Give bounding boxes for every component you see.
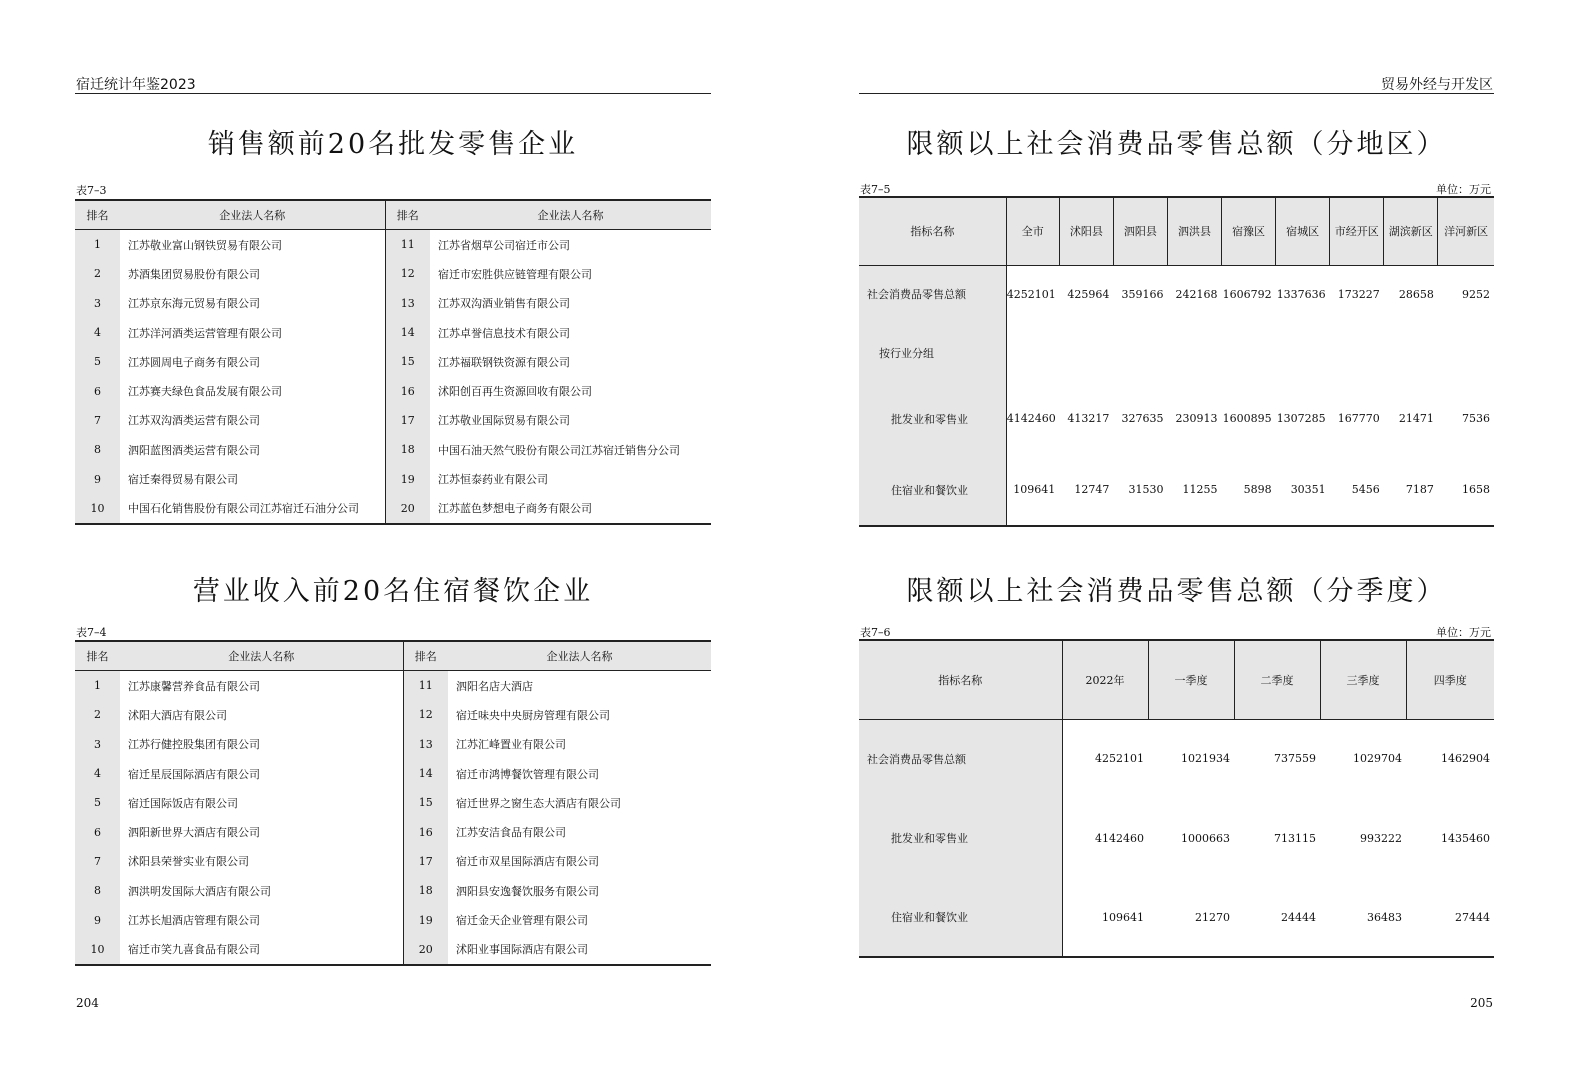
value-cell: 27444	[1455, 910, 1490, 924]
value-cell	[1059, 323, 1113, 383]
rank-cell: 2	[75, 700, 120, 729]
value-cell: 21270	[1195, 910, 1230, 924]
table-row	[75, 905, 711, 934]
company-name-cell: 宿迁市鸿博餐饮管理有限公司	[456, 767, 599, 781]
column-header-rank: 排名	[385, 200, 430, 230]
column-header-indicator: 指标名称	[859, 197, 1006, 265]
company-name-cell: 泗阳蓝图酒类运营有限公司	[120, 435, 385, 464]
value-cell: 109641	[1013, 483, 1056, 496]
value-cell: 1307285	[1276, 412, 1326, 425]
company-name-cell: 江苏蓝色梦想电子商务有限公司	[438, 502, 592, 516]
value-cell: 4142460	[1095, 831, 1144, 845]
rank-cell: 4	[75, 759, 120, 788]
company-name-cell: 泗洪明发国际大酒店有限公司	[120, 876, 403, 905]
table-row	[859, 383, 1494, 454]
rank-cell: 4	[75, 318, 120, 347]
value-cell: 11255	[1182, 483, 1218, 496]
table-row	[75, 876, 711, 905]
value-cell: 1021934	[1181, 752, 1230, 766]
rank-cell: 18	[385, 435, 430, 464]
company-name-cell: 宿迁世界之窗生态大酒店有限公司	[456, 796, 621, 810]
row-label: 社会消费品零售总额	[859, 719, 1062, 798]
rank-cell: 8	[75, 435, 120, 464]
company-name-cell: 宿迁市笑九喜食品有限公司	[120, 935, 403, 965]
rank-cell: 13	[385, 289, 430, 318]
company-name-cell: 泗阳县安逸餐饮服务有限公司	[456, 884, 599, 898]
value-cell: 1606792	[1222, 287, 1272, 301]
table-row	[75, 435, 711, 464]
rank-cell: 17	[385, 406, 430, 435]
company-name-cell: 泗阳名店大酒店	[456, 679, 533, 693]
value-cell	[1006, 323, 1059, 383]
value-cell: 31530	[1128, 483, 1164, 496]
left-running-header: 宿迁统计年鉴2023	[76, 77, 196, 93]
rank-cell: 1	[75, 230, 120, 260]
value-cell: 12747	[1074, 483, 1110, 496]
value-cell: 30351	[1290, 483, 1326, 496]
table-7-4-title: 营业收入前20名住宿餐饮企业	[192, 576, 594, 607]
table-7-6-title: 限额以上社会消费品零售总额（分季度）	[906, 576, 1447, 607]
value-cell: 242168	[1175, 287, 1218, 301]
value-cell: 4142460	[1006, 412, 1056, 425]
company-name-cell: 宿迁市双星国际酒店有限公司	[456, 855, 599, 869]
company-name-cell: 江苏双沟酒类运营有限公司	[120, 406, 385, 435]
rank-cell: 19	[385, 464, 430, 493]
rank-cell: 14	[403, 759, 448, 788]
column-header-company: 企业法人名称	[120, 200, 385, 230]
company-name-cell: 江苏洋河酒类运营管理有限公司	[120, 318, 385, 347]
rank-cell: 11	[385, 230, 430, 260]
table-row	[75, 406, 711, 435]
table-row	[75, 259, 711, 288]
table-row	[859, 454, 1494, 526]
value-cell	[1384, 323, 1438, 383]
company-name-cell: 江苏安洁食品有限公司	[456, 826, 566, 840]
right-running-header: 贸易外经与开发区	[1381, 77, 1493, 93]
value-cell	[1113, 323, 1167, 383]
company-name-cell: 江苏福联钢铁资源有限公司	[438, 355, 570, 369]
rank-cell: 5	[75, 788, 120, 817]
company-name-cell: 苏酒集团贸易股份有限公司	[120, 259, 385, 288]
column-header: 沭阳县	[1059, 197, 1113, 265]
value-cell: 5456	[1351, 483, 1380, 496]
rank-cell: 7	[75, 406, 120, 435]
table-row	[75, 730, 711, 759]
table-7-5-title: 限额以上社会消费品零售总额（分地区）	[906, 129, 1447, 160]
rank-cell: 10	[75, 494, 120, 524]
column-header-company: 企业法人名称	[120, 641, 403, 671]
company-name-cell: 宿迁味央中央厨房管理有限公司	[456, 708, 610, 722]
table-7-6	[859, 639, 1494, 958]
table-7-6-unit: 单位：万元	[1436, 626, 1491, 639]
rank-cell: 6	[75, 817, 120, 846]
column-header: 2022年	[1062, 640, 1148, 719]
company-name-cell: 江苏敬业国际贸易有限公司	[438, 414, 570, 428]
value-cell: 327635	[1121, 412, 1164, 425]
table-row	[859, 719, 1494, 798]
value-cell: 7536	[1462, 412, 1490, 425]
table-row	[859, 265, 1494, 323]
table-row	[75, 494, 711, 524]
right-page-number: 205	[1470, 996, 1493, 1010]
rank-cell: 5	[75, 347, 120, 376]
table-7-5-number: 表7–5	[860, 183, 891, 196]
rank-cell: 3	[75, 730, 120, 759]
company-name-cell: 中国石化销售股份有限公司江苏宿迁石油分公司	[120, 494, 385, 524]
column-header: 宿城区	[1276, 197, 1330, 265]
rank-cell: 2	[75, 259, 120, 288]
value-cell	[1438, 323, 1494, 383]
row-label: 社会消费品零售总额	[859, 265, 1006, 323]
rank-cell: 12	[385, 259, 430, 288]
value-cell: 737559	[1274, 752, 1316, 766]
rank-cell: 20	[385, 494, 430, 524]
value-cell: 5898	[1243, 483, 1272, 496]
company-name-cell: 江苏卓誉信息技术有限公司	[438, 326, 570, 340]
rank-cell: 6	[75, 376, 120, 405]
value-cell: 173227	[1337, 287, 1380, 301]
rank-cell: 3	[75, 289, 120, 318]
value-cell	[1276, 323, 1330, 383]
table-7-5	[859, 196, 1494, 527]
row-label: 住宿业和餐饮业	[859, 878, 1062, 957]
value-cell: 1462904	[1441, 752, 1490, 766]
value-cell: 230913	[1175, 412, 1218, 425]
company-name-cell: 宿迁国际饭店有限公司	[120, 788, 403, 817]
company-name-cell: 江苏赛夫绿色食品发展有限公司	[120, 376, 385, 405]
value-cell: 7187	[1405, 483, 1434, 496]
value-cell: 1029704	[1353, 752, 1402, 766]
left-page-number: 204	[76, 996, 99, 1010]
value-cell: 713115	[1274, 831, 1316, 845]
table-row	[75, 318, 711, 347]
rank-cell: 9	[75, 464, 120, 493]
value-cell	[1330, 323, 1384, 383]
table-row	[75, 788, 711, 817]
left-header-rule	[75, 93, 711, 94]
company-name-cell: 沭阳创百再生资源回收有限公司	[438, 385, 592, 399]
table-7-5-unit: 单位：万元	[1436, 183, 1491, 196]
company-name-cell: 宿迁市宏胜供应链管理有限公司	[438, 267, 592, 281]
right-header-rule	[859, 93, 1494, 94]
value-cell: 425964	[1067, 287, 1110, 301]
table-row	[859, 878, 1494, 957]
table-row	[75, 289, 711, 318]
table-7-3-title: 销售额前20名批发零售企业	[207, 129, 579, 160]
rank-cell: 19	[403, 905, 448, 934]
value-cell: 1000663	[1181, 831, 1230, 845]
column-header-company: 企业法人名称	[430, 200, 711, 230]
table-row	[75, 464, 711, 493]
column-header: 湖滨新区	[1384, 197, 1438, 265]
table-row	[75, 230, 711, 260]
column-header-company: 企业法人名称	[448, 641, 711, 671]
table-row	[75, 817, 711, 846]
company-name-cell: 宿迁星辰国际酒店有限公司	[120, 759, 403, 788]
table-7-3-number: 表7–3	[76, 184, 107, 197]
table-row	[75, 847, 711, 876]
rank-cell: 8	[75, 876, 120, 905]
rank-cell: 16	[403, 817, 448, 846]
rank-cell: 10	[75, 935, 120, 965]
column-header-indicator: 指标名称	[859, 640, 1062, 719]
table-7-4	[75, 640, 711, 966]
company-name-cell: 江苏省烟草公司宿迁市公司	[438, 238, 570, 252]
column-header: 四季度	[1406, 640, 1494, 719]
table-row	[75, 935, 711, 965]
value-cell	[1222, 323, 1276, 383]
column-header: 全市	[1006, 197, 1059, 265]
company-name-cell: 沭阳大酒店有限公司	[120, 700, 403, 729]
value-cell: 9252	[1462, 287, 1490, 301]
rank-cell: 1	[75, 671, 120, 701]
value-cell: 36483	[1367, 910, 1402, 924]
value-cell: 1600895	[1222, 412, 1272, 425]
value-cell: 993222	[1360, 831, 1402, 845]
company-name-cell: 江苏圆周电子商务有限公司	[120, 347, 385, 376]
table-7-4-number: 表7–4	[76, 626, 107, 639]
column-header: 三季度	[1320, 640, 1406, 719]
company-name-cell: 江苏恒泰药业有限公司	[438, 473, 548, 487]
column-header-rank: 排名	[75, 200, 120, 230]
value-cell: 413217	[1067, 412, 1110, 425]
rank-cell: 14	[385, 318, 430, 347]
rank-cell: 16	[385, 376, 430, 405]
value-cell: 4252101	[1006, 287, 1056, 301]
table-row	[859, 798, 1494, 878]
rank-cell: 9	[75, 905, 120, 934]
company-name-cell: 沭阳业事国际酒店有限公司	[456, 943, 588, 957]
rank-cell: 12	[403, 700, 448, 729]
value-cell: 4252101	[1095, 752, 1144, 766]
column-header: 泗阳县	[1113, 197, 1167, 265]
table-row	[75, 759, 711, 788]
row-label: 批发业和零售业	[859, 798, 1062, 878]
company-name-cell: 江苏京东海元贸易有限公司	[120, 289, 385, 318]
company-name-cell: 泗阳新世界大酒店有限公司	[120, 817, 403, 846]
value-cell: 28658	[1398, 287, 1434, 301]
company-name-cell: 江苏双沟酒业销售有限公司	[438, 297, 570, 311]
rank-cell: 17	[403, 847, 448, 876]
rank-cell: 7	[75, 847, 120, 876]
table-7-3	[75, 199, 711, 525]
column-header: 一季度	[1148, 640, 1234, 719]
table-row	[75, 347, 711, 376]
column-header: 洋河新区	[1438, 197, 1494, 265]
rank-cell: 15	[385, 347, 430, 376]
column-header-rank: 排名	[75, 641, 120, 671]
value-cell: 1435460	[1441, 831, 1490, 845]
company-name-cell: 沭阳县荣誉实业有限公司	[120, 847, 403, 876]
value-cell: 24444	[1281, 910, 1316, 924]
rank-cell: 13	[403, 730, 448, 759]
table-row	[75, 700, 711, 729]
value-cell	[1167, 323, 1221, 383]
column-header-rank: 排名	[403, 641, 448, 671]
table-7-6-number: 表7–6	[860, 626, 891, 639]
value-cell: 1658	[1462, 483, 1490, 496]
table-row	[75, 671, 711, 701]
company-name-cell: 江苏敬业富山钢铁贸易有限公司	[120, 230, 385, 260]
value-cell: 167770	[1337, 412, 1380, 425]
company-name-cell: 宿迁秦得贸易有限公司	[120, 464, 385, 493]
value-cell: 1337636	[1276, 287, 1326, 301]
value-cell: 21471	[1398, 412, 1434, 425]
company-name-cell: 江苏行健控股集团有限公司	[120, 730, 403, 759]
company-name-cell: 江苏长旭酒店管理有限公司	[120, 905, 403, 934]
column-header: 市经开区	[1330, 197, 1384, 265]
rank-cell: 18	[403, 876, 448, 905]
company-name-cell: 江苏康馨营养食品有限公司	[120, 671, 403, 701]
rank-cell: 15	[403, 788, 448, 817]
column-header: 二季度	[1234, 640, 1320, 719]
table-row	[75, 376, 711, 405]
rank-cell: 11	[403, 671, 448, 701]
row-label: 按行业分组	[859, 323, 1006, 383]
column-header: 泗洪县	[1167, 197, 1221, 265]
company-name-cell: 江苏汇峰置业有限公司	[456, 738, 566, 752]
row-label: 住宿业和餐饮业	[859, 454, 1006, 526]
row-label: 批发业和零售业	[859, 383, 1006, 454]
column-header: 宿豫区	[1222, 197, 1276, 265]
value-cell: 109641	[1102, 910, 1144, 924]
rank-cell: 20	[403, 935, 448, 965]
company-name-cell: 中国石油天然气股份有限公司江苏宿迁销售分公司	[438, 443, 680, 457]
value-cell: 359166	[1121, 287, 1164, 301]
company-name-cell: 宿迁金天企业管理有限公司	[456, 914, 588, 928]
table-row	[859, 323, 1494, 383]
